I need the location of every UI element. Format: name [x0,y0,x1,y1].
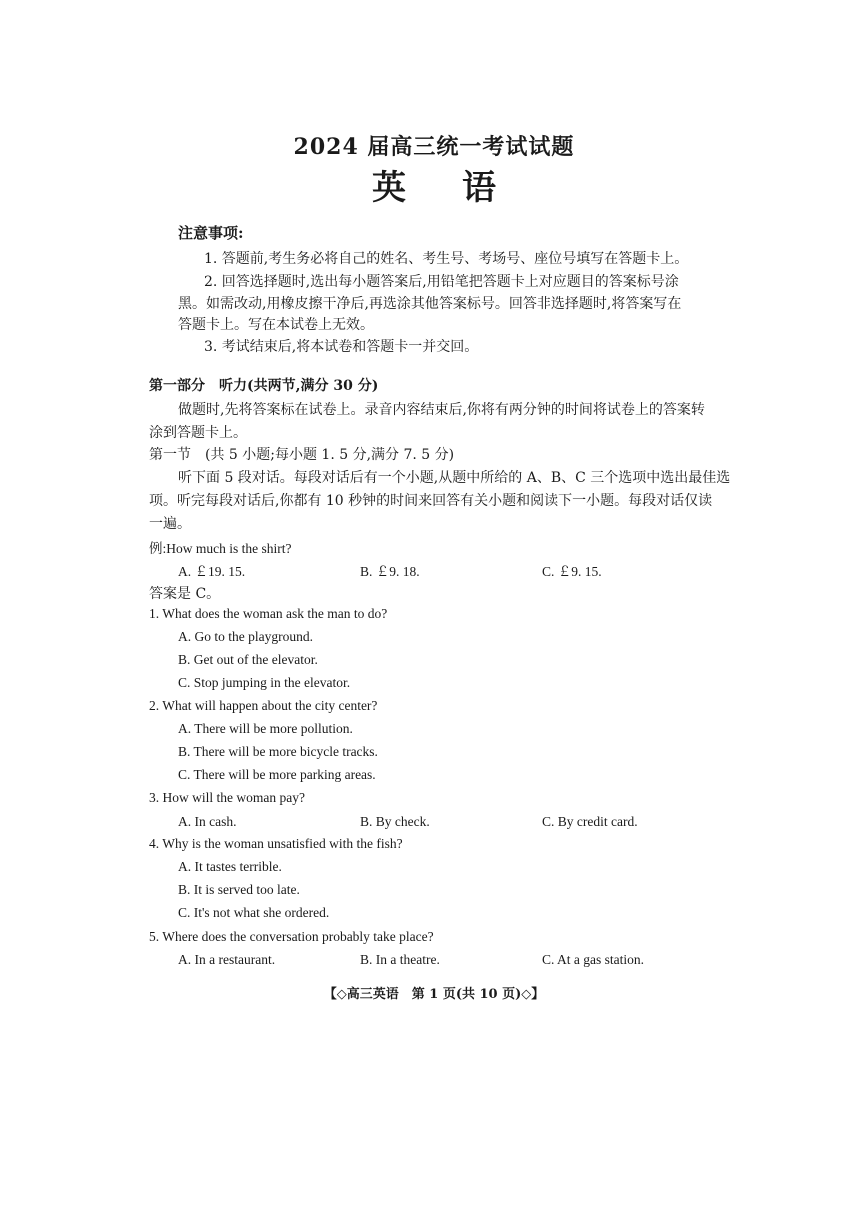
part1-heading: 第一部分 听力(共两节,满分 30 分) [149,378,379,394]
question-3-option-a: A. In cash. [178,814,237,829]
subject-title: 英语 [372,168,552,208]
example-answer: 答案是 C。 [149,586,221,602]
question-1-option-c: C. Stop jumping in the elevator. [178,675,351,690]
example-option-b: B. ￡9. 18. [360,564,420,579]
question-2-option-b: B. There will be more bicycle tracks. [178,744,378,759]
section1-line-2: 项。听完每段对话后,你都有 10 秒钟的时间来回答有关小题和阅读下一小题。每段对话仅读 [149,493,713,509]
question-1-option-b: B. Get out of the elevator. [178,652,318,667]
notice-item-3: 3. 考试结束后,将本试卷和答题卡一并交回。 [204,339,479,355]
question-5-option-b: B. In a theatre. [360,952,440,967]
question-2: 2. What will happen about the city center? [149,698,378,713]
question-1: 1. What does the woman ask the man to do? [149,606,388,621]
question-5-option-a: A. In a restaurant. [178,952,276,967]
notice-item-2-line-1: 2. 回答选择题时,选出每小题答案后,用铅笔把答题卡上对应题目的答案标号涂 [204,274,679,290]
question-4-option-b: B. It is served too late. [178,882,300,897]
question-2-option-a: A. There will be more pollution. [178,721,353,736]
part1-intro-line-2: 涂到答题卡上。 [149,425,247,441]
notice-item-1: 1. 答题前,考生务必将自己的姓名、考生号、考场号、座位号填写在答题卡上。 [204,251,689,267]
exam-title: 2024 届高三统一考试试题 [293,134,575,160]
example-option-a: A. ￡19. 15. [178,564,246,579]
example-question: 例:How much is the shirt? [149,541,292,556]
question-3-option-c: C. By credit card. [542,814,638,829]
page-footer: 【◇高三英语 第 1 页(共 10 页)◇】 [323,987,545,1002]
question-3-option-b: B. By check. [360,814,430,829]
question-5-option-c: C. At a gas station. [542,952,644,967]
question-4: 4. Why is the woman unsatisfied with the fish? [149,836,403,851]
section1-heading: 第一节 (共 5 小题;每小题 1. 5 分,满分 7. 5 分) [149,447,455,463]
notice-heading: 注意事项: [178,224,244,242]
question-1-option-a: A. Go to the playground. [178,629,313,644]
question-4-option-c: C. It's not what she ordered. [178,905,330,920]
example-option-c: C. ￡9. 15. [542,564,602,579]
section1-line-3: 一遍。 [149,516,191,532]
notice-item-2-line-3: 答题卡上。写在本试卷上无效。 [178,317,374,333]
notice-item-2-line-2: 黑。如需改动,用橡皮擦干净后,再选涂其他答案标号。回答非选择题时,将答案写在 [178,296,682,312]
section1-line-1: 听下面 5 段对话。每段对话后有一个小题,从题中所给的 A、B、C 三个选项中选出最佳选 [178,470,731,486]
part1-intro-line-1: 做题时,先将答案标在试卷上。录音内容结束后,你将有两分钟的时间将试卷上的答案转 [178,402,705,418]
question-2-option-c: C. There will be more parking areas. [178,767,376,782]
question-5: 5. Where does the conversation probably take place? [149,929,434,944]
question-4-option-a: A. It tastes terrible. [178,859,282,874]
question-3: 3. How will the woman pay? [149,790,305,805]
